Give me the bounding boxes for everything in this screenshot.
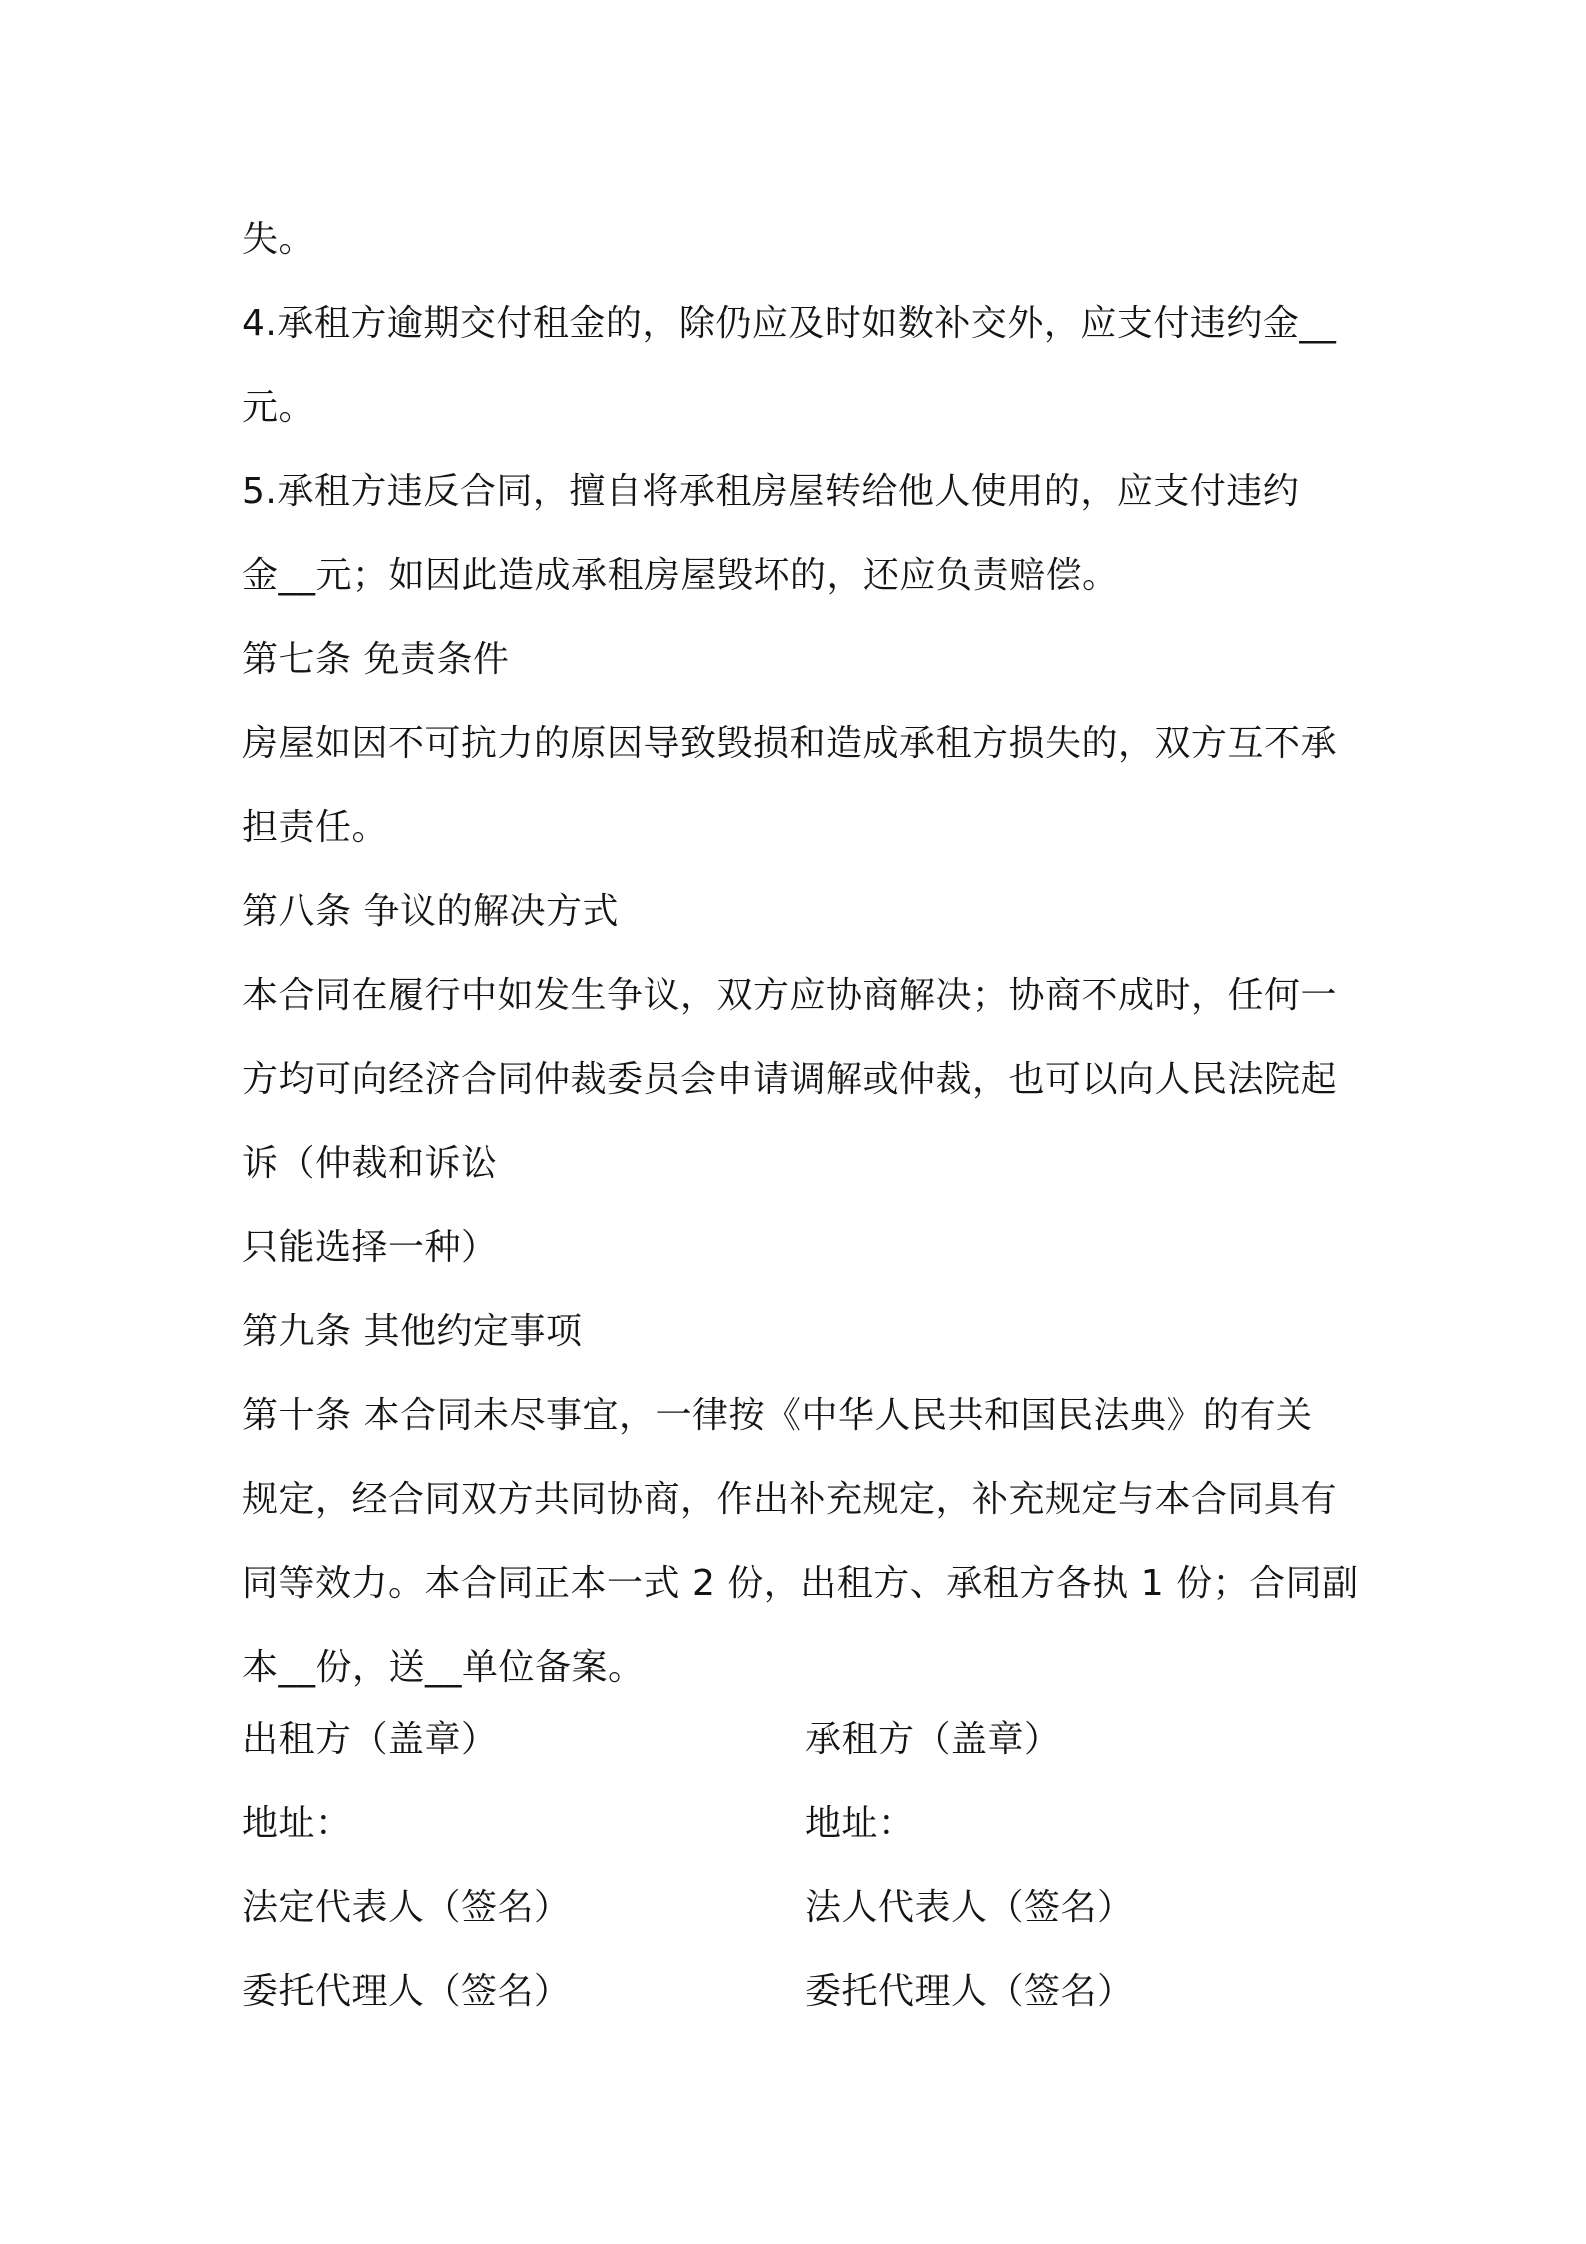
- text-line: 同等效力。本合同正本一式 2 份，出租方、承租方各执 1 份；合同副: [242, 1563, 1359, 1604]
- text-line: 诉（仲裁和诉讼: [242, 1143, 498, 1184]
- lessee-address-label: 地址：: [805, 1803, 915, 1844]
- lessee-agent-label: 委托代理人（签名）: [805, 1971, 1134, 2012]
- signature-row: [242, 1698, 1362, 1782]
- lessor-seal-label: 出租方（盖章）: [242, 1719, 498, 1760]
- lessor-agent-label: 委托代理人（签名）: [242, 1971, 571, 2012]
- text-line: 只能选择一种）: [242, 1227, 498, 1268]
- section-heading-9: 第九条 其他约定事项: [242, 1311, 583, 1352]
- section-heading-8: 第八条 争议的解决方式: [242, 891, 619, 932]
- signature-section: [242, 1698, 1362, 2034]
- text-line: 元。: [242, 387, 316, 428]
- contract-body: [242, 198, 1362, 1710]
- text-line: 房屋如因不可抗力的原因导致毁损和造成承租方损失的，双方互不承: [242, 723, 1338, 764]
- signature-row: [242, 1782, 1362, 1866]
- text-line: 规定，经合同双方共同协商，作出补充规定，补充规定与本合同具有: [242, 1479, 1338, 1520]
- text-line: 本__份，送__单位备案。: [242, 1647, 645, 1688]
- text-line: 4.承租方逾期交付租金的，除仍应及时如数补交外，应支付违约金__: [242, 303, 1337, 344]
- lessee-seal-label: 承租方（盖章）: [805, 1719, 1061, 1760]
- signature-row: [242, 1950, 1362, 2034]
- lessor-address-label: 地址：: [242, 1803, 352, 1844]
- text-line: 5.承租方违反合同，擅自将承租房屋转给他人使用的，应支付违约: [242, 471, 1300, 512]
- section-heading-10: 第十条 本合同未尽事宜，一律按《中华人民共和国民法典》的有关: [242, 1395, 1313, 1436]
- text-line: 本合同在履行中如发生争议，双方应协商解决；协商不成时，任何一: [242, 975, 1338, 1016]
- text-line: 失。: [242, 219, 316, 260]
- signature-row: [242, 1866, 1362, 1950]
- lessor-legal-rep-label: 法定代表人（签名）: [242, 1887, 571, 1928]
- text-line: 担责任。: [242, 807, 389, 848]
- section-heading-7: 第七条 免责条件: [242, 639, 510, 680]
- text-line: 方均可向经济合同仲裁委员会申请调解或仲裁，也可以向人民法院起: [242, 1059, 1338, 1100]
- text-line: 金__元；如因此造成承租房屋毁坏的，还应负责赔偿。: [242, 555, 1119, 596]
- lessee-legal-rep-label: 法人代表人（签名）: [805, 1887, 1134, 1928]
